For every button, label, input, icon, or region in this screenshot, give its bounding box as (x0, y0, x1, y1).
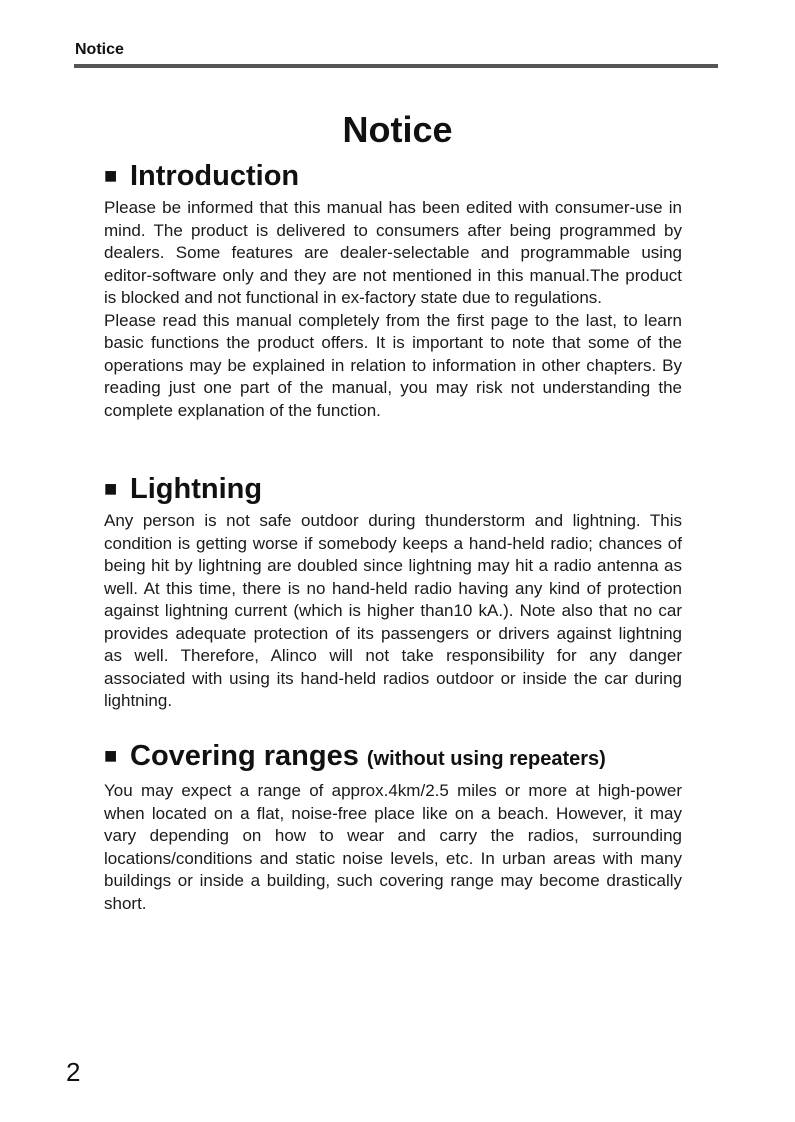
header-divider (74, 64, 718, 68)
section-introduction (104, 159, 682, 422)
section-subheading: (without using repeaters) (366, 748, 606, 770)
section-heading-introduction (104, 159, 682, 193)
paragraph: Please read this manual completely from the first page to the last, to learn basic functions the product offers. It is important to note that some of the operations may be explained in relation to information in other chapters. By reading just one part of the manual, you may risk not understanding the complete explanation of the function. (104, 310, 682, 420)
paragraph: Any person is not safe outdoor during thunderstorm and lightning. This condition is getting worse if somebody keeps a hand-held radio; chances of being hit by lightning are doubled since lightning may hit a radio antenna as well. At this time, there is no hand-held radio having any kind of protection against lightning current (which is higher than10 kA.). Note also that no car provides adequate protection of its passengers or drivers against lightning as well. Therefore, Alinco will not take responsibility for any danger associated with using its hand-held radios outdoor or inside the car during lightning. (104, 511, 682, 710)
section-heading-text: Lightning (130, 473, 263, 505)
page-number: 2 (66, 1057, 81, 1087)
section-lightning (104, 472, 682, 713)
section-heading-text: Covering ranges (130, 740, 359, 772)
paragraph: Please be informed that this manual has been edited with consumer-use in mind. The product is delivered to consumers after being programmed by dealers. Some features are dealer-selectable and programmable using editor-software only and they are not mentioned in this manual.The product is blocked and not functional in ex-factory state due to regulations. (104, 198, 682, 307)
square-bullet-icon: ■ (104, 163, 118, 188)
paragraph: You may expect a range of approx.4km/2.5 miles or more at high-power when located on a flat, noise-free place like on a beach. However, it may vary depending on how to wear and carry the radios, surrounding locations/conditions and static noise levels, etc. In urban areas with many buildings or inside a building, such covering range may become drastically short. (104, 781, 682, 913)
square-bullet-icon: ■ (104, 743, 118, 768)
section-body-introduction (104, 197, 682, 422)
section-heading-text: Introduction (130, 160, 300, 192)
section-body-covering-ranges (104, 780, 682, 915)
section-body-lightning (104, 510, 682, 713)
running-header-title: Notice (75, 41, 124, 58)
section-heading-covering-ranges (104, 739, 682, 776)
section-heading-lightning (104, 472, 682, 506)
square-bullet-icon: ■ (104, 476, 118, 501)
section-covering-ranges (104, 739, 682, 915)
page-title: Notice (342, 109, 453, 150)
